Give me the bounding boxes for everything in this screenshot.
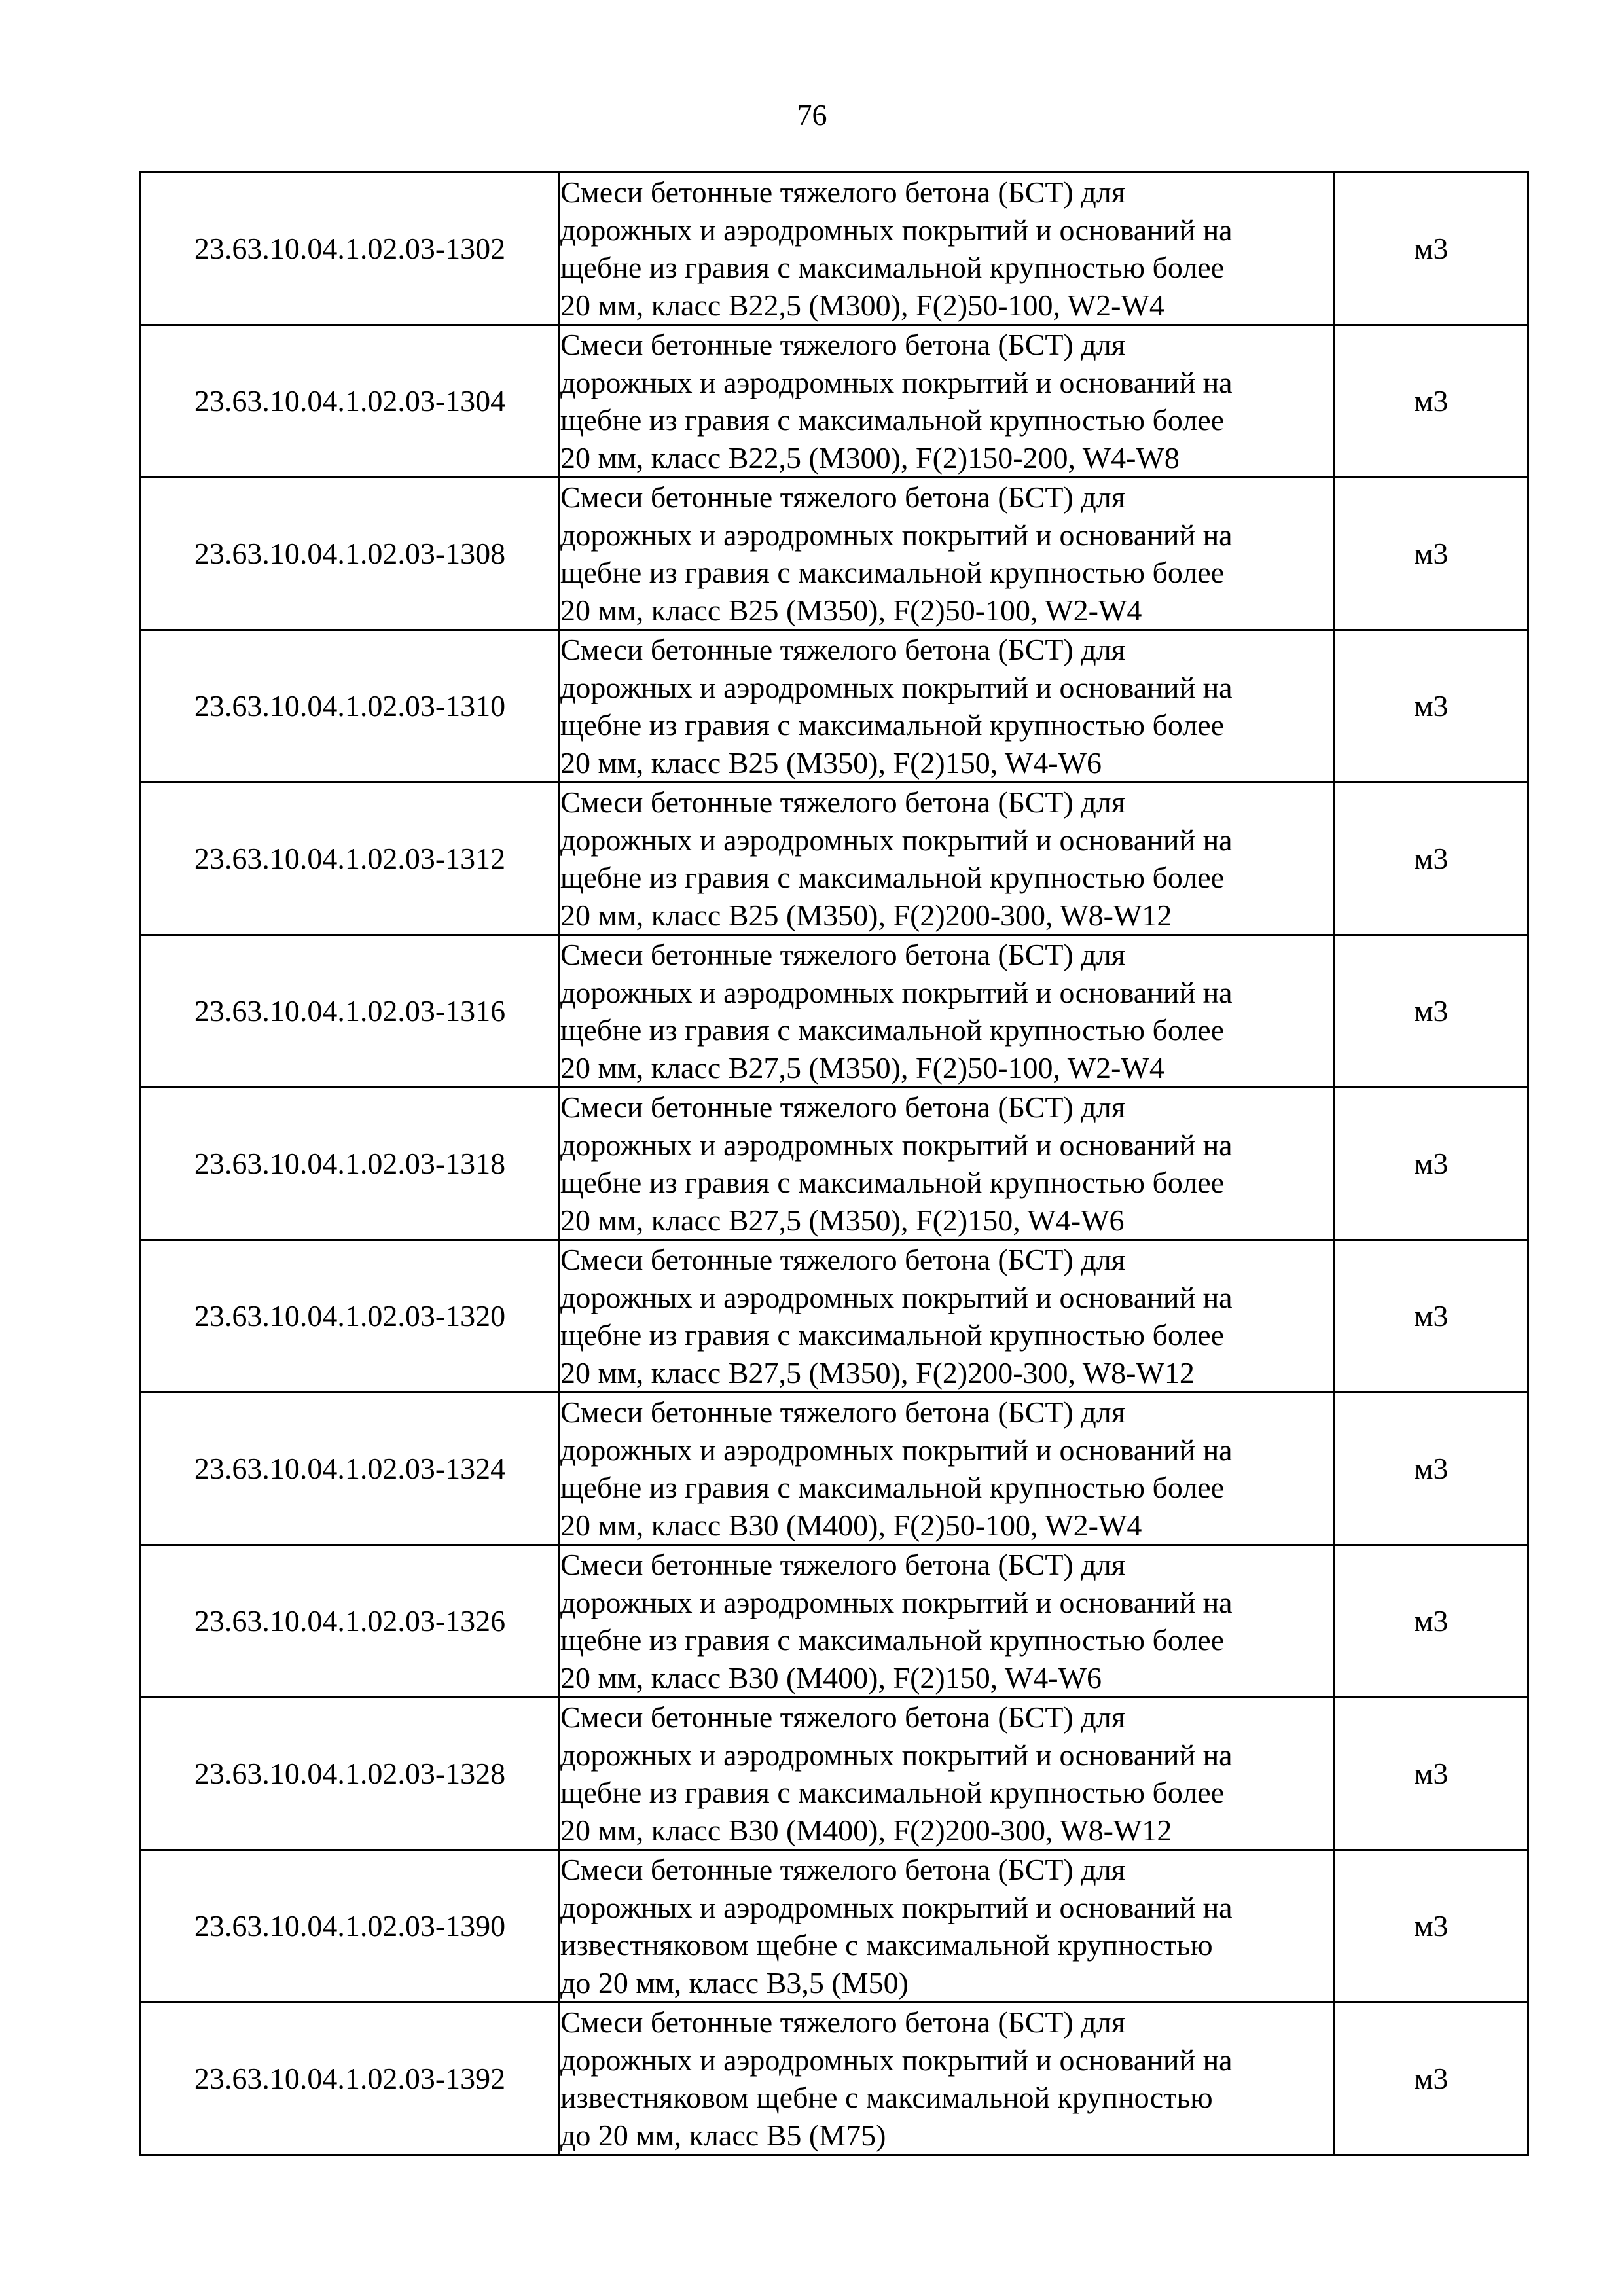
resource-code-cell: 23.63.10.04.1.02.03-1312 bbox=[141, 783, 560, 935]
resource-code-cell: 23.63.10.04.1.02.03-1302 bbox=[141, 173, 560, 325]
table-row bbox=[141, 783, 1528, 935]
resource-table-body bbox=[141, 173, 1528, 2155]
resource-code-cell: 23.63.10.04.1.02.03-1328 bbox=[141, 1698, 560, 1850]
resource-code-cell: 23.63.10.04.1.02.03-1326 bbox=[141, 1545, 560, 1698]
resource-description-cell: Смеси бетонные тяжелого бетона (БСТ) для дорожных и аэродромных покрытий и оснований на известняковом щебне с максимальной крупностью до 20 мм, класс В3,5 (М50) bbox=[560, 1850, 1335, 2003]
resource-description-cell: Смеси бетонные тяжелого бетона (БСТ) для дорожных и аэродромных покрытий и оснований на щебне из гравия с максимальной крупностью более 20 мм, класс В25 (М350), F(2)150, W4-W6 bbox=[560, 630, 1335, 783]
resource-code-cell: 23.63.10.04.1.02.03-1390 bbox=[141, 1850, 560, 2003]
table-row bbox=[141, 630, 1528, 783]
unit-cell: м3 bbox=[1335, 1545, 1528, 1698]
table-row bbox=[141, 935, 1528, 1088]
resource-code-cell: 23.63.10.04.1.02.03-1308 bbox=[141, 478, 560, 630]
resource-code-cell: 23.63.10.04.1.02.03-1304 bbox=[141, 325, 560, 478]
table-row bbox=[141, 1850, 1528, 2003]
table-row bbox=[141, 2003, 1528, 2155]
table-row bbox=[141, 325, 1528, 478]
table-row bbox=[141, 1240, 1528, 1393]
unit-cell: м3 bbox=[1335, 325, 1528, 478]
resource-code-cell: 23.63.10.04.1.02.03-1316 bbox=[141, 935, 560, 1088]
resource-code-cell: 23.63.10.04.1.02.03-1318 bbox=[141, 1088, 560, 1240]
unit-cell: м3 bbox=[1335, 2003, 1528, 2155]
table-row bbox=[141, 1545, 1528, 1698]
table-row bbox=[141, 173, 1528, 325]
resource-code-cell: 23.63.10.04.1.02.03-1392 bbox=[141, 2003, 560, 2155]
table-row bbox=[141, 1088, 1528, 1240]
resource-description-cell: Смеси бетонные тяжелого бетона (БСТ) для дорожных и аэродромных покрытий и оснований на щебне из гравия с максимальной крупностью более 20 мм, класс В27,5 (М350), F(2)200-300, W8-W12 bbox=[560, 1240, 1335, 1393]
resource-description-cell: Смеси бетонные тяжелого бетона (БСТ) для дорожных и аэродромных покрытий и оснований на щебне из гравия с максимальной крупностью более 20 мм, класс В25 (М350), F(2)50-100, W2-W4 bbox=[560, 478, 1335, 630]
unit-cell: м3 bbox=[1335, 630, 1528, 783]
page-number: 76 bbox=[797, 98, 827, 132]
resource-description-cell: Смеси бетонные тяжелого бетона (БСТ) для дорожных и аэродромных покрытий и оснований на щебне из гравия с максимальной крупностью более 20 мм, класс В27,5 (М350), F(2)50-100, W2-W4 bbox=[560, 935, 1335, 1088]
resource-description-cell: Смеси бетонные тяжелого бетона (БСТ) для дорожных и аэродромных покрытий и оснований на щебне из гравия с максимальной крупностью более 20 мм, класс В22,5 (М300), F(2)150-200, W4-W8 bbox=[560, 325, 1335, 478]
resource-code-cell: 23.63.10.04.1.02.03-1310 bbox=[141, 630, 560, 783]
unit-cell: м3 bbox=[1335, 1088, 1528, 1240]
unit-cell: м3 bbox=[1335, 478, 1528, 630]
resource-description-cell: Смеси бетонные тяжелого бетона (БСТ) для дорожных и аэродромных покрытий и оснований на щебне из гравия с максимальной крупностью более 20 мм, класс В25 (М350), F(2)200-300, W8-W12 bbox=[560, 783, 1335, 935]
resource-description-cell: Смеси бетонные тяжелого бетона (БСТ) для дорожных и аэродромных покрытий и оснований на щебне из гравия с максимальной крупностью более 20 мм, класс В30 (М400), F(2)150, W4-W6 bbox=[560, 1545, 1335, 1698]
resource-description-cell: Смеси бетонные тяжелого бетона (БСТ) для дорожных и аэродромных покрытий и оснований на щебне из гравия с максимальной крупностью более 20 мм, класс В22,5 (М300), F(2)50-100, W2-W4 bbox=[560, 173, 1335, 325]
unit-cell: м3 bbox=[1335, 1393, 1528, 1545]
unit-cell: м3 bbox=[1335, 1850, 1528, 2003]
table-row bbox=[141, 478, 1528, 630]
resource-code-cell: 23.63.10.04.1.02.03-1320 bbox=[141, 1240, 560, 1393]
unit-cell: м3 bbox=[1335, 173, 1528, 325]
table-row bbox=[141, 1393, 1528, 1545]
unit-cell: м3 bbox=[1335, 935, 1528, 1088]
unit-cell: м3 bbox=[1335, 783, 1528, 935]
resource-description-cell: Смеси бетонные тяжелого бетона (БСТ) для дорожных и аэродромных покрытий и оснований на щебне из гравия с максимальной крупностью более 20 мм, класс В27,5 (М350), F(2)150, W4-W6 bbox=[560, 1088, 1335, 1240]
resource-description-cell: Смеси бетонные тяжелого бетона (БСТ) для дорожных и аэродромных покрытий и оснований на известняковом щебне с максимальной крупностью до 20 мм, класс В5 (М75) bbox=[560, 2003, 1335, 2155]
resource-table bbox=[139, 171, 1529, 2156]
resource-description-cell: Смеси бетонные тяжелого бетона (БСТ) для дорожных и аэродромных покрытий и оснований на щебне из гравия с максимальной крупностью более 20 мм, класс В30 (М400), F(2)50-100, W2-W4 bbox=[560, 1393, 1335, 1545]
resource-description-cell: Смеси бетонные тяжелого бетона (БСТ) для дорожных и аэродромных покрытий и оснований на щебне из гравия с максимальной крупностью более 20 мм, класс В30 (М400), F(2)200-300, W8-W12 bbox=[560, 1698, 1335, 1850]
unit-cell: м3 bbox=[1335, 1240, 1528, 1393]
unit-cell: м3 bbox=[1335, 1698, 1528, 1850]
table-row bbox=[141, 1698, 1528, 1850]
resource-code-cell: 23.63.10.04.1.02.03-1324 bbox=[141, 1393, 560, 1545]
